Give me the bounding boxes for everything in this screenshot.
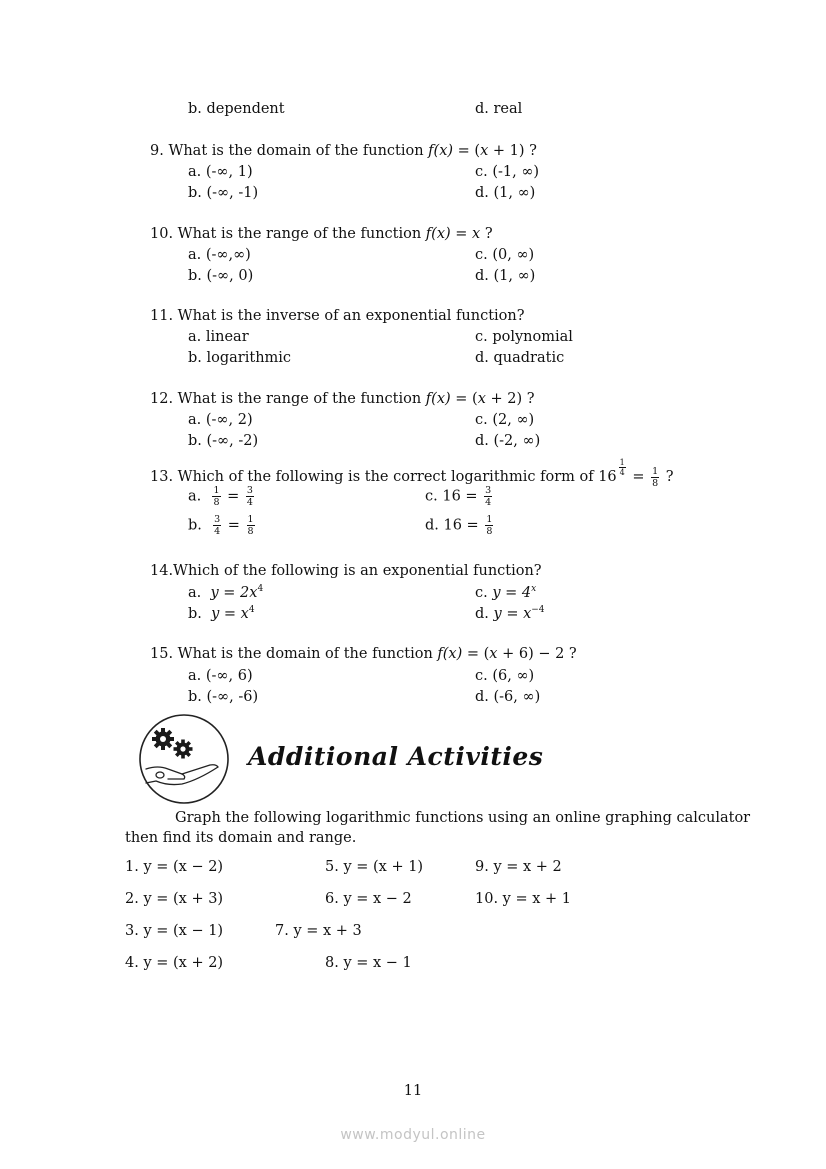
q11-option-a: a. linear [188, 329, 249, 345]
activity-item-5: 5. y = (x + 1) [325, 859, 424, 875]
q14-option-c: c. $y = 4^x$ [475, 584, 537, 601]
fraction: $\frac{1}{8}$ [486, 514, 493, 537]
question-15: 15. What is the domain of the function f(x) = (x + 6) − 2 ? [150, 646, 577, 662]
q10-option-b: b. (-∞, 0) [188, 268, 254, 284]
q14-option-a: a. $y = 2x^4$ [188, 584, 264, 601]
q10-option-a: a. (-∞,∞) [188, 247, 251, 263]
fraction: $\frac{3}{4}$ [485, 485, 492, 508]
fraction: $\frac{3}{4}$ [214, 514, 221, 537]
q10-option-d: d. (1, ∞) [475, 268, 536, 284]
activity-item-1: 1. y = (x − 2) [125, 859, 224, 875]
watermark: www.modyul.online [340, 1127, 486, 1143]
q12-option-a: a. (-∞, 2) [188, 412, 253, 428]
q13-option-a: a. $\frac{1}{8}$ = $\frac{3}{4}$ [188, 485, 253, 508]
q13-exponent-fraction: $\frac{1}{4}$ [619, 458, 625, 477]
question-11: 11. What is the inverse of an exponential function? [150, 308, 525, 324]
q9-option-b: b. (-∞, -1) [188, 185, 259, 201]
q9-option-a: a. (-∞, 1) [188, 164, 253, 180]
q13-option-d: d. 16 = $\frac{1}{8}$ [425, 514, 493, 537]
activity-item-4: 4. y = (x + 2) [125, 955, 224, 971]
q12-option-c: c. (2, ∞) [475, 412, 535, 428]
q15-option-b: b. (-∞, -6) [188, 689, 259, 705]
q15-option-c: c. (6, ∞) [475, 668, 535, 684]
q8-option-b: b. dependent [188, 101, 285, 117]
activity-item-6: 6. y = x − 2 [325, 891, 412, 907]
q11-option-d: d. quadratic [475, 350, 565, 366]
q14-option-d: d. $y = x^{-4}$ [475, 605, 545, 622]
fraction: $\frac{1}{8}$ [247, 514, 254, 537]
additional-activities-title: Additional Activities [248, 742, 544, 771]
q15-option-a: a. (-∞, 6) [188, 668, 253, 684]
question-13: 13. Which of the following is the correct logarithmic form of 16 $\frac{1}{4}$ = $\frac{1}{8}$ ? [150, 458, 674, 489]
question-14: 14.Which of the following is an exponential function? [150, 563, 542, 579]
page-number: 11 [403, 1083, 423, 1099]
q8-option-d: d. real [475, 101, 523, 117]
fraction: $\frac{1}{8}$ [213, 485, 220, 508]
question-12: 12. What is the range of the function f(x) = (x + 2) ? [150, 391, 535, 407]
question-10: 10. What is the range of the function f(x) = x ? [150, 226, 493, 242]
q10-option-c: c. (0, ∞) [475, 247, 535, 263]
additional-instructions: Graph the following logarithmic functions using an online graphing calculator then find its domain and range. [125, 810, 751, 846]
q13-option-b: b. $\frac{3}{4}$ = $\frac{1}{8}$ [188, 514, 254, 537]
q12-option-b: b. (-∞, -2) [188, 433, 259, 449]
activity-item-2: 2. y = (x + 3) [125, 891, 224, 907]
activity-item-3: 3. y = (x − 1) [125, 923, 224, 939]
q13-option-c: c. 16 = $\frac{3}{4}$ [425, 485, 492, 508]
q15-option-d: d. (-6, ∞) [475, 689, 541, 705]
question-9: 9. What is the domain of the function f(x) = (x + 1) ? [150, 143, 537, 159]
q14-option-b: b. $y = x^4$ [188, 605, 255, 622]
activity-item-10: 10. y = x + 1 [475, 891, 571, 907]
fraction: $\frac{3}{4}$ [246, 485, 253, 508]
activity-item-8: 8. y = x − 1 [325, 955, 412, 971]
q11-option-b: b. logarithmic [188, 350, 292, 366]
activity-item-7: 7. y = x + 3 [275, 923, 362, 939]
q9-option-d: d. (1, ∞) [475, 185, 536, 201]
q12-option-d: d. (-2, ∞) [475, 433, 541, 449]
gears-hand-icon [138, 713, 230, 805]
q11-option-c: c. polynomial [475, 329, 573, 345]
activity-item-9: 9. y = x + 2 [475, 859, 562, 875]
q13-rhs-fraction: $\frac{1}{8}$ [652, 465, 659, 489]
q9-option-c: c. (-1, ∞) [475, 164, 540, 180]
